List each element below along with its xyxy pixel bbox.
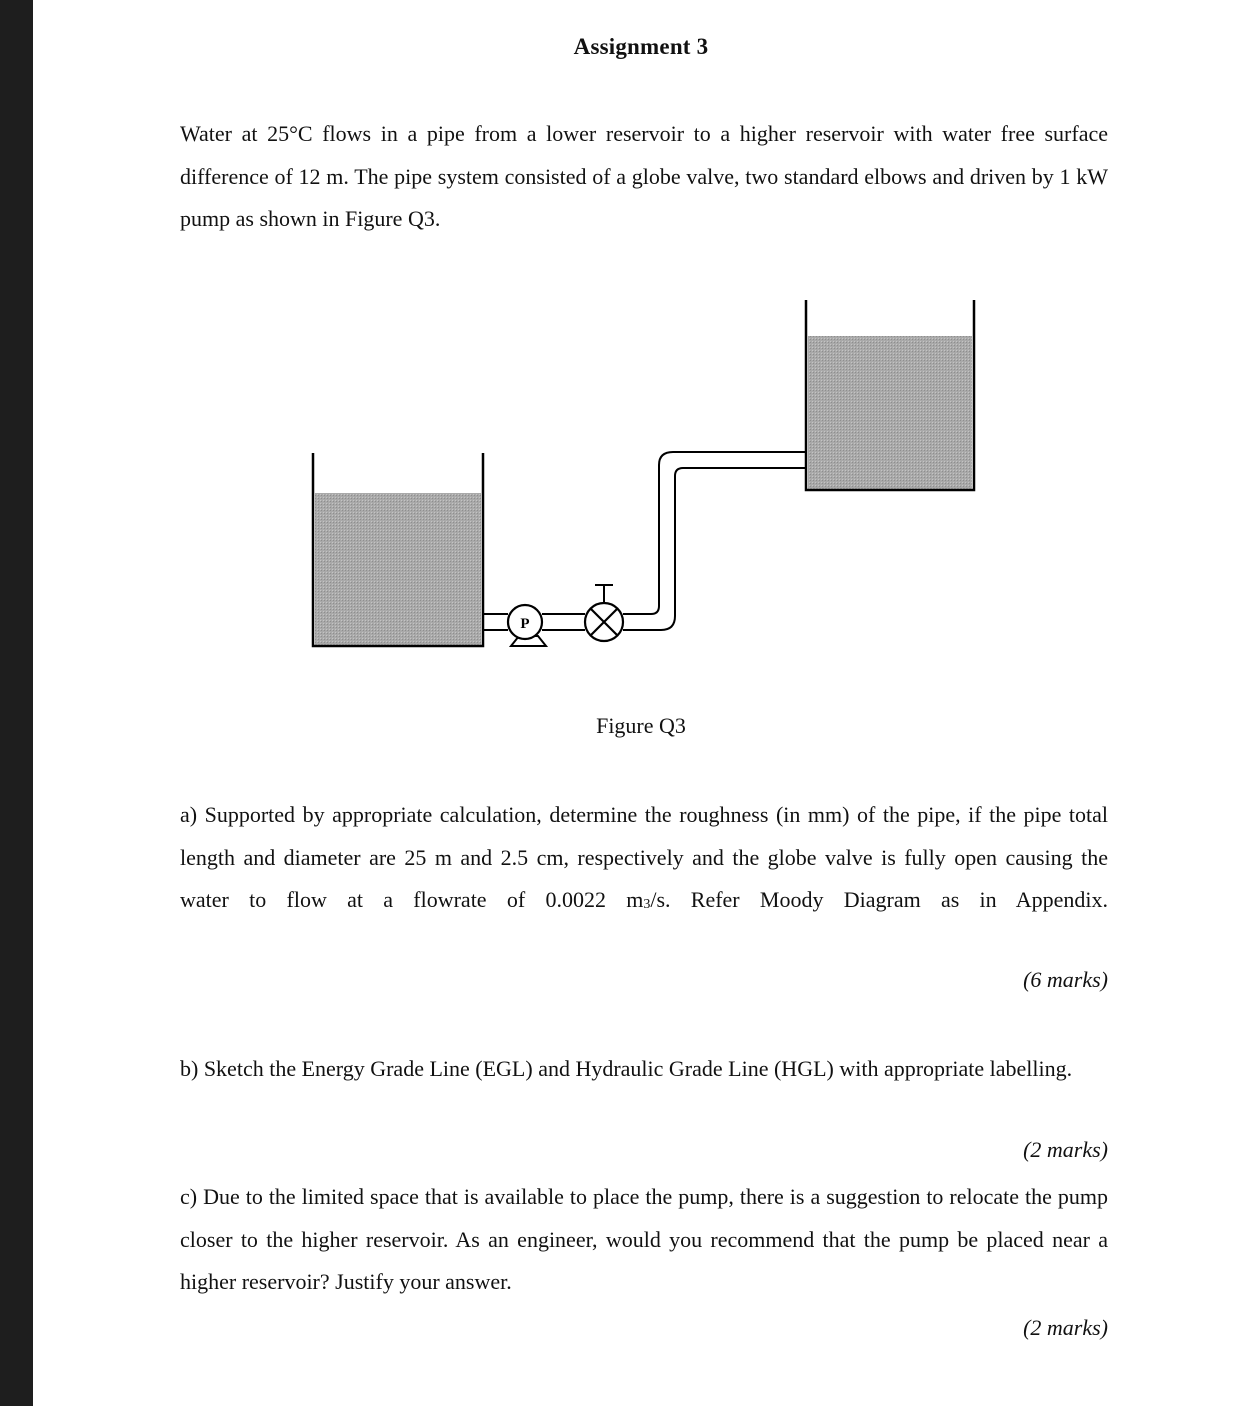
question-c-marks: (2 marks) [1023, 1315, 1108, 1340]
question-b-marks: (2 marks) [1023, 1137, 1108, 1162]
lower-reservoir-water [315, 493, 481, 646]
question-a-text: a) Supported by appropriate calculation, determine the roughness (in mm) of the pipe, if the pipe total length and diameter are 25 m and 2.5 cm, respectively and the globe valve is fully open causing the water to flow at a flowrate of 0.0022 m [180, 802, 1108, 912]
pump [508, 605, 546, 646]
figure-q3 [33, 0, 1249, 700]
intro-paragraph: Water at 25°C flows in a pipe from a lower reservoir to a higher reservoir with water free surface difference of 12 m. The pipe system consisted of a globe valve, two standard elbows and driven by 1 kW pump as shown in Figure Q3. [180, 121, 1108, 231]
figure-caption: Figure Q3 [596, 713, 686, 738]
unit-exponent: 3 [643, 897, 651, 912]
pipe-valve-to-upper-reservoir [623, 452, 806, 630]
globe-valve [585, 584, 623, 641]
question-a-marks: (6 marks) [1023, 967, 1108, 992]
question-c: c) Due to the limited space that is available to place the pump, there is a suggestion to relocate the pump closer to the higher reservoir. As an engineer, would you recommend that the pump be placed near a higher reservoir? Justify your answer. [180, 1184, 1108, 1294]
question-a [180, 794, 1108, 969]
left-dark-bar [0, 0, 33, 1406]
upper-reservoir-water [808, 336, 972, 489]
lower-reservoir [313, 453, 483, 646]
pump-label: P [520, 616, 530, 632]
page-title: Assignment 3 [573, 34, 709, 59]
pipe-reservoir-to-pump [483, 614, 508, 630]
question-b: b) Sketch the Energy Grade Line (EGL) and Hydraulic Grade Line (HGL) with appropriate labelling. [180, 1056, 1073, 1081]
question-a-text-end: /s. Refer Moody Diagram as in Appendix. [650, 887, 1108, 912]
pipe-pump-to-valve [542, 614, 585, 630]
upper-reservoir [806, 300, 974, 490]
document-page [33, 0, 1249, 1406]
